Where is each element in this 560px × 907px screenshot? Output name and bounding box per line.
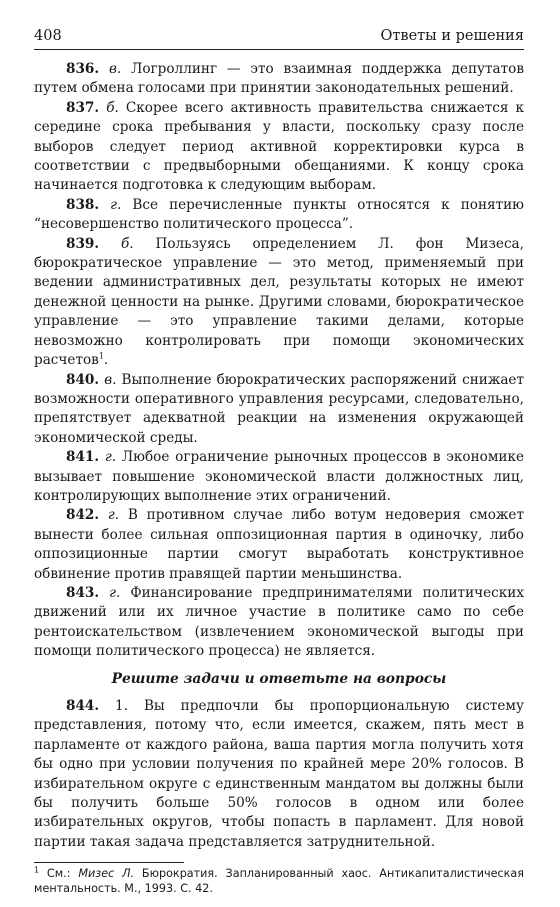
answer-839: 839. б. Пользуясь определением Л. фон Мизеса, бюрократическое управление — это метод, применяемый при ведении административных дел, результаты которых не имеют денежной ценности на рынке. Другими словами, бюрократическое управление — это управление такими делами, которые невозможно контролировать при помощи экономических расчетов$^1$. — [34, 235, 524, 369]
answer-842: 842. г. В противном случае либо вотум недоверия сможет вынести более сильная оппозиционная партия в одиночку, либо оппозиционные партии смогут выработать конструктивное обвинение против правящей партии меньшинства. — [34, 507, 525, 582]
answer-838: 838. г. Все перечисленные пункты относятся к понятию “несовершенство политического процесса”. — [34, 196, 524, 233]
footnote-ref[interactable]: 1 — [98, 351, 104, 361]
footnote: $^1$ См.: Мизес Л. Бюрократия. Запланированный хаос. Антикапиталистическая ментальность. М., 1993. С. 42. — [34, 865, 524, 895]
book-page — [34, 28, 524, 907]
running-title: Ответы и решения — [380, 28, 524, 44]
section-title: Решите задачи и ответьте на вопросы — [111, 670, 447, 687]
footnote-divider — [34, 862, 184, 863]
page-header — [34, 28, 524, 50]
problem-844: 844. 1. Вы предпочли бы пропорциональную систему представления, потому что, если имеется, скажем, пять мест в парламенте от каждого района, ваша партия могла получить хотя бы одно при условии получения по крайней мере 20% голосов. В избирательном округе с единственным мандатом вы должны были бы получить больше 50% голосов в одном или более избирательных округов, чтобы попасть в парламент. Для новой партии такая задача представляется затруднительной. — [34, 698, 524, 850]
answer-840: 840. в. Выполнение бюрократических распоряжений снижает возможности оперативного управления ресурсами, следовательно, препятствует адекватной реакции на изменения окружающей экономической среды. — [34, 371, 524, 446]
answer-841: 841. г. Любое ограничение рыночных процессов в экономике вызывает повышение экономической власти должностных лиц, контролирующих выполнение этих ограничений. — [34, 449, 524, 504]
page-number: 408 — [34, 28, 62, 44]
answer-837: 837. б. Скорее всего активность правительства снижается к середине срока пребывания у власти, поскольку сразу после выборов следует период активной корректировки курса в соответствии с предвыборными обещаниями. К концу срока начинается подготовка к следующим выборам. — [34, 99, 524, 194]
page-content — [34, 60, 524, 896]
answer-836: 836. в. Логроллинг — это взаимная поддержка депутатов путем обмена голосами при принятии законодательных решений. — [34, 61, 524, 97]
answer-843: 843. г. Финансирование предпринимателями политических движений или их личное участие в политике само по себе рентоискательством (извлечением экономической выгоды при помощи политического процесса) не является. — [34, 584, 524, 660]
